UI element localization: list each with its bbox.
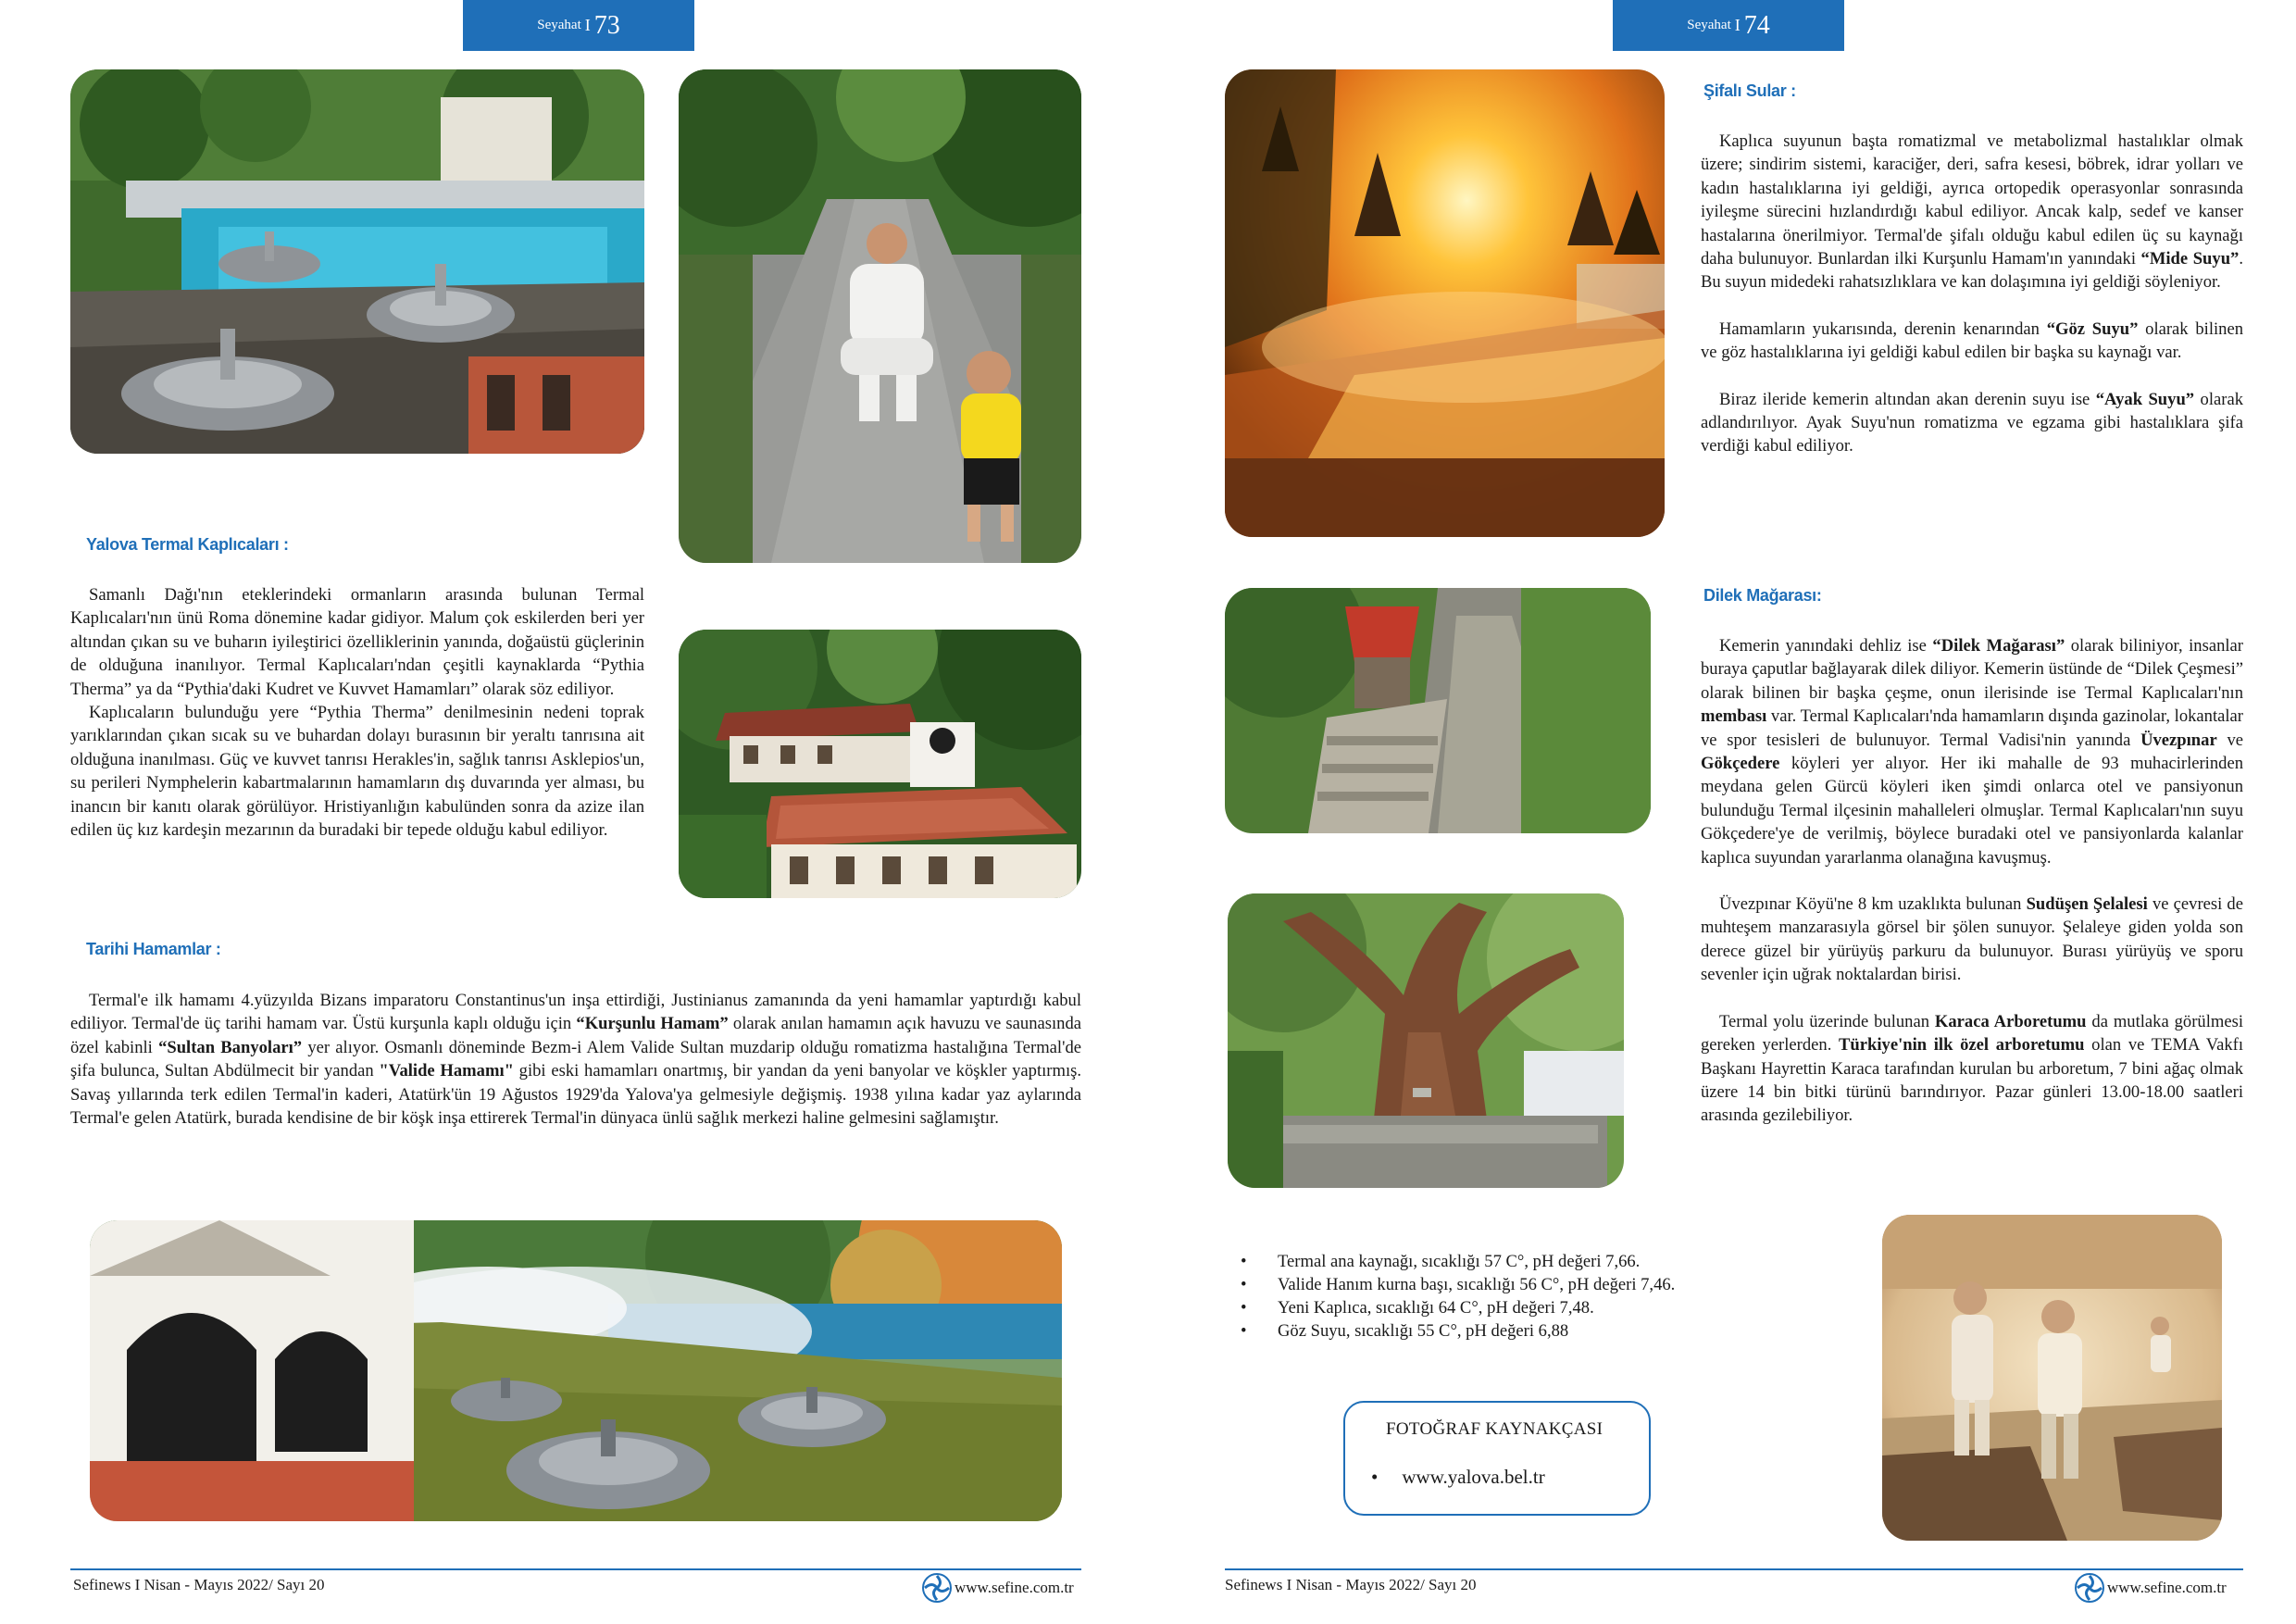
footer-site — [921, 1572, 1074, 1604]
hamamlar-text — [70, 989, 1081, 1130]
dilek-magarasi-bold: “Dilek Mağarası” — [1932, 636, 2065, 656]
sunset-pool-photo — [1225, 69, 1665, 537]
sultan-banyolari-bold: “Sultan Banyoları” — [158, 1037, 303, 1057]
heading-tarihi-hamamlar: Tarihi Hamamlar : — [86, 940, 221, 958]
spring-item: • Yeni Kaplıca, sıcaklığı 64 C°, pH değeri 7,48. — [1241, 1296, 1815, 1319]
uvezpinar-bold: Üvezpınar — [2140, 730, 2217, 750]
footer-issue: Sefinews I Nisan - Mayıs 2022/ Sayı 20 — [1225, 1576, 1477, 1593]
heading-sifali-sular: Şifalı Sular : — [1703, 81, 1796, 100]
page-74 — [1148, 0, 2296, 1624]
page-number: 73 — [593, 10, 620, 40]
valide-hamami-bold: "Valide Hamamı" — [379, 1061, 514, 1081]
family-road-photo — [679, 69, 1081, 563]
photo-credits-url[interactable]: www.yalova.bel.tr — [1402, 1466, 1545, 1488]
dilek-paragraph-3: Termal yolu üzerinde bulunan Karaca Arboretumu da mutlaka görülmesi gereken yerlerden. Türkiye'nin ilk özel arboretumu olan ve TEMA Vakfı Başkanı Hayrettin Karaca tarafından kurulan bu arboretum, 7 bini ağaç olmak üzere 14 bin bitki türünü barındırıyor. Pazar günleri 13.00-18.00 saatleri arasında gezilebiliyor. — [1701, 1011, 2243, 1126]
sifali-paragraph-3: Biraz ileride kemerin altından akan derenin suyu ise “Ayak Suyu” olarak adlandırılıyor. Ayak Suyu'nun romatizma ve egzama gibi hastalıklara şifa verdiği kabul ediliyor. — [1701, 389, 2243, 456]
footer-site — [2074, 1572, 2227, 1604]
heading-dilek-magarasi: Dilek Mağarası: — [1703, 586, 1822, 605]
sifali-paragraph-2: Hamamların yukarısında, derenin kenarından “Göz Suyu” olarak bilinen ve göz hastalıklarına iyi geldiği kabul edilen bir başka su kaynağı var. — [1701, 319, 2243, 363]
spring-item: • Termal ana kaynağı, sıcaklığı 57 C°, pH değeri 7,66. — [1241, 1250, 1815, 1273]
page-tab-74: Seyahat I 74 — [1613, 0, 1844, 51]
photo-credits-title: FOTOĞRAF KAYNAKÇASI — [1386, 1419, 1603, 1439]
hamamlar-paragraph: Termal'e ilk hamamı 4.yüzyılda Bizans imparatoru Constantinus'un inşa ettirdiği, Justinianus zamanında da yeni hamamlar yaptırdığı kabul ediliyor. Termal'de üç tarihi hamam var. Üstü kurşunla kaplı olduğu için “Kurşunlu Hamam” olarak anılan hamamın açık havuzu ve saunasında özel kabinli “Sultan Banyoları” yer alıyor. Osmanlı döneminde Bezm-i Alem Valide Sultan muzdarip olduğu romatizma hastalığına Termal'de şifa bulunca, Sultan Abdülmecit bir yandan "Valide Hamamı" gibi eski hamamları onartmış, bir yandan da yeni banyolar ve köşkler yaptırmış. Savaş yıllarında terk edilen Termal'in kaderi, Atatürk'ün 19 Ağustos 1929'da Yalova'ya gelmesiyle değişmiş. 1938 yılına kadar yaz aylarında Termal'e gelen Atatürk, burada kendisine de bir köşk inşa ettirerek Termal'in dünyaca ünlü sağlık merkezi haline gelmesini sağlamıştır. — [70, 991, 1082, 1129]
sefine-logo-icon — [2074, 1572, 2105, 1604]
spring-item: • Göz Suyu, sıcaklığı 55 C°, pH değeri 6,88 — [1241, 1319, 1815, 1343]
red-roof-buildings-photo — [679, 630, 1081, 898]
photo-credits-item: • www.yalova.bel.tr — [1371, 1466, 1545, 1488]
karaca-arboretumu-bold: Karaca Arboretumu — [1934, 1011, 2087, 1031]
ilk-ozel-arboretum-bold: Türkiye'nin ilk özel arboretumu — [1839, 1035, 2085, 1056]
footer-line — [70, 1568, 1081, 1570]
tree-fountain-photo — [1228, 893, 1624, 1188]
membasi-bold: membası — [1701, 706, 1767, 727]
termal-text — [70, 583, 644, 842]
section-label: Seyahat — [1687, 18, 1731, 32]
pool-domes-photo — [70, 69, 644, 454]
sifali-sular-text — [1701, 130, 2243, 458]
termal-paragraph-1: Samanlı Dağı'nın eteklerindeki ormanların arasında bulunan Termal Kaplıcaları'nın ünü Roma dönemine kadar gidiyor. Malum çok eskilerden beri yer altından çıkan su ve buharın iyileştirici özelliklerinin yanında, doğaüstü güçlerinin de olduğuna inanılıyor. Termal Kaplıcaları'ndan çeşitli kaynaklarda “Pythia Therma” ya da “Pythia'daki Kudret ve Kuvvet Hamamları” olarak söz ediliyor. — [70, 585, 644, 699]
footer-line — [1225, 1568, 2243, 1570]
footer-issue: Sefinews I Nisan - Mayıs 2022/ Sayı 20 — [73, 1576, 325, 1593]
gokcedere-bold: Gökçedere — [1701, 754, 1780, 774]
springs-list — [1241, 1250, 1815, 1343]
sefine-logo-icon — [921, 1572, 953, 1604]
mide-suyu-bold: “Mide Suyu” — [2140, 249, 2240, 269]
dilek-paragraph-2: Üvezpınar Köyü'ne 8 km uzaklıkta bulunan Sudüşen Şelalesi ve çevresi de muhteşem manzarasıyla görsel bir şölen sunuyor. Şelaleye giden yolda son derece güzel bir yürüyüş parkuru da bulunuyor. Burası yürüyüş ve sporu sevenler için uğrak noktalardan birisi. — [1701, 894, 2243, 985]
dilek-magarasi-text — [1701, 634, 2243, 1128]
sifali-paragraph-1: Kaplıca suyunun başta romatizmal ve metabolizmal hastalıklar olmak üzere; sindirim sistemi, karaciğer, deri, safra kesesi, böbrek, idrar yolları ve kadın hastalıklarına iyi geldiği, ayrıca ortopedik operasyonlar sonrasında iyileşme sürecini hızlandırdığı kabul ediliyor. Ancak kalp, sedef ve kanser hastalarına önerilmiyor. Termal'de şifalı olduğu kabul edilen üç su kaynağı daha bulunuyor. Bunlardan ilki Kurşunlu Hamam'ın yanındaki “Mide Suyu”. Bu suyun midedeki rahatsızlıklara ve kan dolaşımına iyi geldiği söyleniyor. — [1701, 131, 2243, 293]
page-number: 74 — [1743, 10, 1770, 40]
page-tab-73: Seyahat I 73 — [463, 0, 694, 51]
dilek-paragraph-1: Kemerin yanındaki dehliz ise “Dilek Mağarası” olarak biliniyor, insanlar buraya çaputlar bağlayarak dilek diliyor. Kemerin üstünde de “Dilek Çeşmesi” olarak bilinen bir başka çeşme, onun ilerisinde ise Termal Kaplıcaları'nın membası var. Termal Kaplıcaları'nda hamamların dışında gazinolar, lokantalar ve spor tesisleri de bulunuyor. Termal Vadisi'nin yanında Üvezpınar ve Gökçedere köyleri yer alıyor. Her iki mahalle de 93 muhacirlerinden meydana gelen Gürcü köyleri iken şimdi onlarca otel ve pansiyonun bulunduğu Termal ilçesinin mahalleleri olmuşlar. Termal Kaplıcaları'nın suyu Gökçedere'ye de verilmiş, böylece buradaki otel ve pansiyonlarda kalanlar kaplıca suyundan yararlanma olanağına kavuşmuş. — [1701, 636, 2243, 868]
footer-url[interactable]: www.sefine.com.tr — [2107, 1579, 2227, 1596]
footer-url[interactable]: www.sefine.com.tr — [955, 1579, 1074, 1596]
photo-credits-box — [1343, 1401, 1651, 1516]
ayak-suyu-bold: “Ayak Suyu” — [2095, 389, 2195, 409]
heading-termal-kaplicalari: Yalova Termal Kaplıcaları : — [86, 535, 289, 554]
steam-domes-photo — [90, 1220, 1062, 1521]
section-label: Seyahat — [537, 18, 581, 32]
kursunlu-hamam-bold: “Kurşunlu Hamam” — [576, 1014, 729, 1034]
termal-paragraph-2: Kaplıcaların bulunduğu yere “Pythia Therma” denilmesinin nedeni toprak yarıklarından çıkan sıcak su ve buhardan dolayı burasının bir yeraltı tanrısına ait olduğuna inanılması. Güç ve kuvvet tanrısı Herakles'in, sağlık tanrısı Asklepios'un, su perileri Nymphelerin kabartmalarının hamamların dış duvarında yer alması, bu inancın bir kanıtı olarak görülüyor. Hristiyanlığın kabulünden sonra da azize ilan edilen üç kız kardeşin mezarının da buradaki bir tepede olduğu kabul ediliyor. — [70, 703, 644, 841]
stream-stairs-photo — [1225, 588, 1651, 833]
goz-suyu-bold: “Göz Suyu” — [2046, 319, 2139, 339]
sudusen-selalesi-bold: Sudüşen Şelalesi — [2026, 894, 2148, 915]
spring-item: • Valide Hanım kurna başı, sıcaklığı 56 C°, pH değeri 7,46. — [1241, 1273, 1815, 1296]
people-water-photo — [1882, 1215, 2222, 1541]
